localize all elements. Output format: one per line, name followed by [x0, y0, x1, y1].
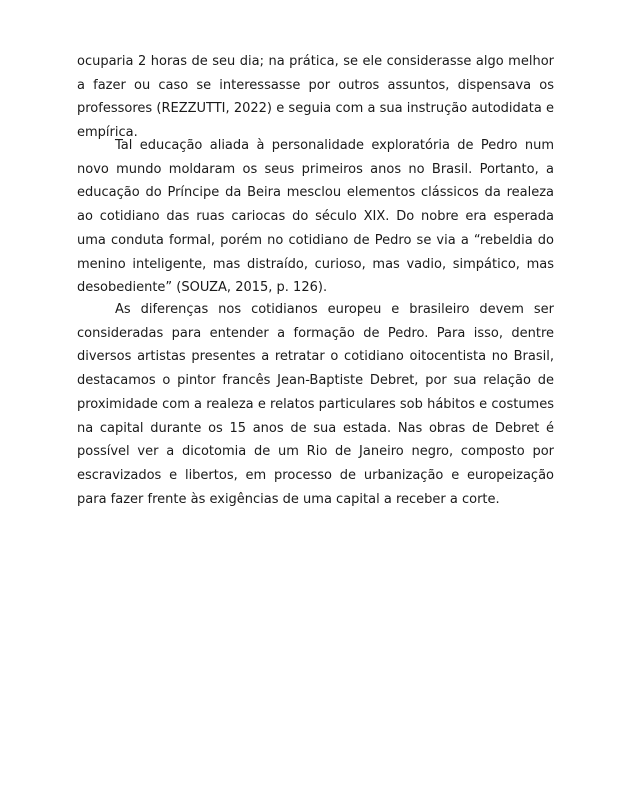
- paragraph-continuation: ocuparia 2 horas de seu dia; na prática, se ele considerasse algo melhor a fazer ou caso se interessasse por outros assuntos, dispensava os professores (REZZUTTI, 2022) e seguia com a sua instrução autodidata e empírica.: [77, 54, 554, 141]
- paragraph-education: Tal educação aliada à personalidade exploratória de Pedro num novo mundo moldaram os seus primeiros anos no Brasil. Portanto, a educação do Príncipe da Beira mesclou elementos clássicos da realeza ao cotidiano das ruas cariocas do século XIX. Do nobre era esperada uma conduta formal, porém no cotidiano de Pedro se via a “rebeldia do menino inteligente, mas distraído, curioso, mas vadio, simpático, mas desobediente” (SOUZA, 2015, p. 126).: [77, 138, 554, 296]
- paragraph-debret: As diferenças nos cotidianos europeu e brasileiro devem ser consideradas para entender a formação de Pedro. Para isso, dentre diversos artistas presentes a retratar o cotidiano oitocentista no Brasil, destacamos o pintor francês Jean-Baptiste Debret, por sua relação de proximidade com a realeza e relatos particulares sob hábitos e costumes na capital durante os 15 anos de sua estada. Nas obras de Debret é possível ver a dicotomia de um Rio de Janeiro negro, composto por escravizados e libertos, em processo de urbanização e europeização para fazer frente às exigências de uma capital a receber a corte.: [77, 302, 554, 507]
